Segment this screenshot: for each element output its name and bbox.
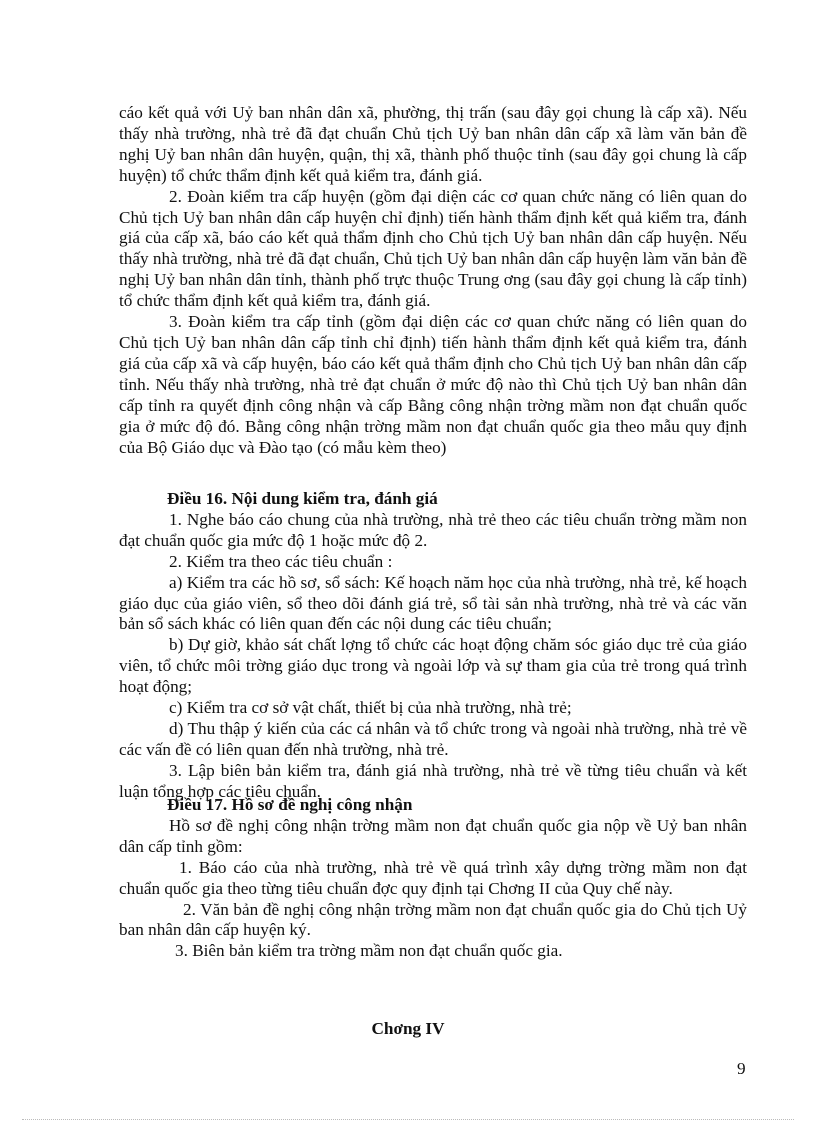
item-16-3: 3. Lập biên bản kiểm tra, đánh giá nhà trường, nhà trẻ về từng tiêu chuẩn và kết luận tổng hợp các tiêu chuẩn.: [119, 760, 747, 801]
item-17-3: 3. Biên bản kiểm tra trờng mầm non đạt chuẩn quốc gia.: [175, 941, 563, 961]
paragraph-province-team: 3. Đoàn kiểm tra cấp tỉnh (gồm đại diện các cơ quan chức năng có liên quan do Chủ tịch Uỷ ban nhân dân cấp tỉnh chỉ định) tiến hành thẩm định kết quả kiểm tra, đánh giá của cấp xã và cấp huyện, báo cáo kết quả thẩm định cho Chủ tịch Uỷ ban nhân dân cấp tỉnh. Nếu thấy nhà trường, nhà trẻ đạt chuẩn ở mức độ nào thì Chủ tịch Uỷ ban nhân dân cấp tỉnh ra quyết định công nhận và cấp Bằng công nhận trờng mầm non đạt chuẩn quốc gia ở mức độ đó. Bằng công nhận trờng mầm non đạt chuẩn quốc gia theo mẫu quy định của Bộ Giáo dục và Đào tạo (có mẫu kèm theo): [119, 312, 747, 457]
page-number: 9: [737, 1059, 746, 1078]
item-16-2a: a) Kiểm tra các hồ sơ, sổ sách: Kế hoạch năm học của nhà trường, nhà trẻ, kế hoạch giáo dục của giáo viên, sổ theo dõi đánh giá trẻ, sổ tài sản nhà trường, nhà trẻ và các văn bản sổ sách khác có liên quan đến các nội dung các tiêu chuẩn;: [119, 572, 747, 634]
item-16-2d: d) Thu thập ý kiến của các cá nhân và tổ chức trong và ngoài nhà trường, nhà trẻ về các vấn đề có liên quan đến nhà trường, nhà trẻ.: [119, 718, 747, 759]
item-16-2: 2. Kiểm tra theo các tiêu chuẩn :: [169, 551, 393, 571]
paragraph-commune-report: cáo kết quả với Uỷ ban nhân dân xã, phường, thị trấn (sau đây gọi chung là cấp xã). Nếu thấy nhà trường, nhà trẻ đã đạt chuẩn Chủ tịch Uỷ ban nhân dân cấp xã làm văn bản đề nghị Uỷ ban nhân dân huyện, quận, thị xã, thành phố thuộc tỉnh (sau đây gọi chung là cấp huyện) tổ chức thẩm định kết quả kiểm tra, đánh giá.: [119, 103, 747, 185]
article-15-continuation: [119, 103, 747, 458]
item-16-2b: b) Dự giờ, khảo sát chất lợng tổ chức các hoạt động chăm sóc giáo dục trẻ của giáo viên, tổ chức môi trờng giáo dục trong và ngoài lớp và sự tham gia của trẻ trong quá trình hoạt động;: [119, 635, 747, 697]
paragraph-dossier-intro: Hồ sơ đề nghị công nhận trờng mầm non đạt chuẩn quốc gia nộp về Uỷ ban nhân dân cấp tỉnh gồm:: [119, 815, 747, 856]
article-16-heading: Điều 16. Nội dung kiểm tra, đánh giá: [167, 489, 438, 508]
item-16-1: 1. Nghe báo cáo chung của nhà trường, nhà trẻ theo các tiêu chuẩn trờng mầm non đạt chuẩn quốc gia mức độ 1 hoặc mức độ 2.: [119, 509, 747, 550]
page-bottom-rule: [22, 1119, 794, 1120]
item-16-2c: c) Kiểm tra cơ sở vật chất, thiết bị của nhà trường, nhà trẻ;: [169, 698, 572, 718]
chapter-heading: Chơng IV: [371, 1019, 445, 1038]
paragraph-district-team: 2. Đoàn kiểm tra cấp huyện (gồm đại diện các cơ quan chức năng có liên quan do Chủ tịch Uỷ ban nhân dân cấp huyện chỉ định) tiến hành thẩm định kết quả kiểm tra, đánh giá của cấp xã, báo cáo kết quả thẩm định cho Chủ tịch Uỷ ban nhân dân cấp huyện. Nếu thấy nhà trường, nhà trẻ đã đạt chuẩn, Chủ tịch Uỷ ban nhân dân cấp huyện làm văn bản đề nghị Uỷ ban nhân dân tỉnh, thành phố trực thuộc Trung ơng (sau đây gọi chung là cấp tỉnh) tổ chức thẩm định kết quả kiểm tra, đánh giá.: [119, 186, 747, 311]
article-17: [119, 795, 747, 962]
item-17-2: 2. Văn bản đề nghị công nhận trờng mầm non đạt chuẩn quốc gia do Chủ tịch Uỷ ban nhân dân cấp huyện ký.: [119, 899, 747, 940]
article-16: [119, 489, 747, 803]
article-17-heading: Điều 17. Hồ sơ đề nghị công nhận: [167, 795, 413, 814]
item-17-1: 1. Báo cáo của nhà trường, nhà trẻ về quá trình xây dựng trờng mầm non đạt chuẩn quốc gia theo từng tiêu chuẩn đợc quy định tại Chơng II của Quy chế này.: [119, 857, 747, 898]
